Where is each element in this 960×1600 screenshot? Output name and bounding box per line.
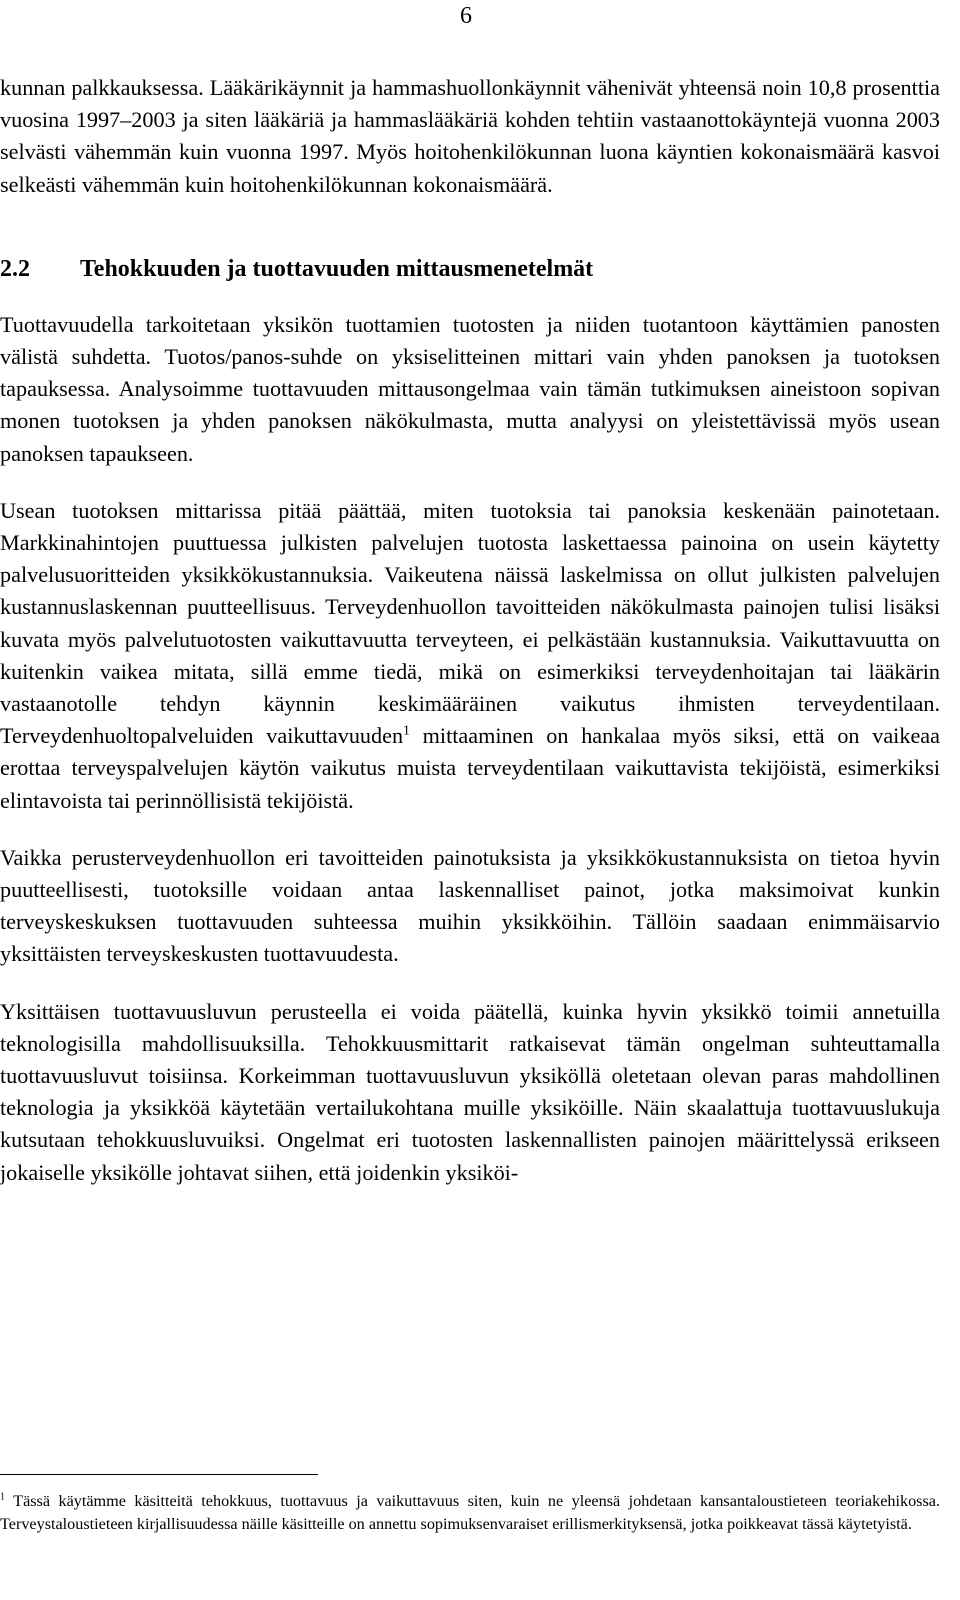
paragraph-weighting	[0, 495, 940, 817]
paragraph-intro: kunnan palkkauksessa. Lääkärikäynnit ja hammashuollonkäynnit vähenivät yhteensä noin 10,8 prosenttia vuosina 1997–2003 ja siten lääkäriä ja hammaslääkäriä kohden tehtiin vastaanottokäyntejä vuonna 2003 selvästi vähemmän kuin vuonna 1997. Myös hoitohenkilökunnan luona käyntien kokonaismäärä kasvoi selkeästi vähemmän kuin hoitohenkilökunnan kokonaismäärä.	[0, 75, 940, 197]
paragraph-weighting-text-b: mittaaminen on hankalaa myös siksi, että on vaikeaa erottaa terveyspalvelujen käytön vaikutus muista terveydentilaan vaikuttavista tekijöistä, esimerkiksi elintavoista tai perinnöllisistä tekijöistä.	[0, 723, 940, 813]
footnote-divider	[0, 1474, 318, 1475]
paragraph-computed-weights: Vaikka perusterveydenhuollon eri tavoitteiden painotuksista ja yksikkökustannuksista on tietoa hyvin puutteellisesti, tuotoksille voidaan antaa laskennalliset painot, jotka maksimoivat kunkin terveyskeskuksen tuottavuuden suhteessa muihin yksikköihin. Tällöin saadaan enimmäisarvio yksittäisten terveyskeskusten tuottavuudesta.	[0, 844, 940, 967]
page-number: 6	[460, 3, 472, 29]
paragraph-productivity-definition: Tuottavuudella tarkoitetaan yksikön tuottamien tuotosten ja niiden tuotantoon käyttämien panosten välistä suhdetta. Tuotos/panos-suhde on yksiselitteinen mittari vain yhden panoksen ja tuotoksen tapauksessa. Analysoimme tuottavuuden mittausongelmaa vain tämän tutkimuksen aineistoon sopivan monen tuotoksen ja yhden panoksen näkökulmasta, mutta analyysi on yleistettävissä myös usean panoksen tapaukseen.	[0, 311, 940, 466]
section-heading	[0, 253, 940, 285]
section-number: 2.2	[0, 255, 30, 282]
paragraph-weighting-text-a: Usean tuotoksen mittarissa pitää päättää, miten tuotoksia tai panoksia keskenään painotetaan. Markkinahintojen puuttuessa julkisten palvelujen tuotosta laskettaessa painoina on usein käytetty palvelusuoritteiden yksikkökustannuksia. Vaikeutena näissä laskelmissa on ollut julkisten palvelujen kustannuslaskennan puutteellisuus. Terveydenhuollon tavoitteiden näkökulmasta painojen tulisi lisäksi kuvata myös palvelutuotosten vaikuttavuutta terveyteen, ei pelkästään kustannuksia. Vaikuttavuutta on kuitenkin vaikea mitata, sillä emme tiedä, mikä on esimerkiksi terveydenhoitajan tai lääkärin vastaanotolle tehdyn käynnin keskimääräinen vaikutus ihmisten terveydentilaan. Terveydenhuoltopalveluiden vaikuttavuuden	[0, 497, 940, 749]
paragraph-efficiency-measures: Yksittäisen tuottavuusluvun perusteella ei voida päätellä, kuinka hyvin yksikkö toimii annetuilla teknologisilla mahdollisuuksilla. Tehokkuusmittarit ratkaisevat tämän ongelman suhteuttamalla tuottavuusluvut toisiinsa. Korkeimman tuottavuusluvun yksiköllä oletetaan olevan paras mahdollinen teknologia ja yksikköä käytetään vertailukohtana muille yksiköille. Näin skaalattuja tuottavuuslukuja kutsutaan tehokkuusluvuiksi. Ongelmat eri tuotosten laskennallisten painojen määrittelyssä erikseen jokaiselle yksikölle johtavat siihen, että joidenkin yksiköi-	[0, 998, 940, 1185]
page-body	[0, 72, 940, 1214]
footnote-marker: 1	[0, 1491, 6, 1503]
footnote-reference[interactable]: 1	[403, 722, 410, 738]
footnote-text: Tässä käytämme käsitteitä tehokkuus, tuottavuus ja vaikuttavuus siten, kuin ne yleensä johdetaan kansantaloustieteen teoriakehikossa. Terveystaloustieteen kirjallisuudessa näille käsitteille on annettu sopimuksenvaraiset erillismerkityksensä, jotka poikkeavat tässä käytetyistä.	[0, 1492, 940, 1533]
section-title: Tehokkuuden ja tuottavuuden mittausmenetelmät	[80, 255, 594, 282]
footnote	[0, 1490, 940, 1536]
